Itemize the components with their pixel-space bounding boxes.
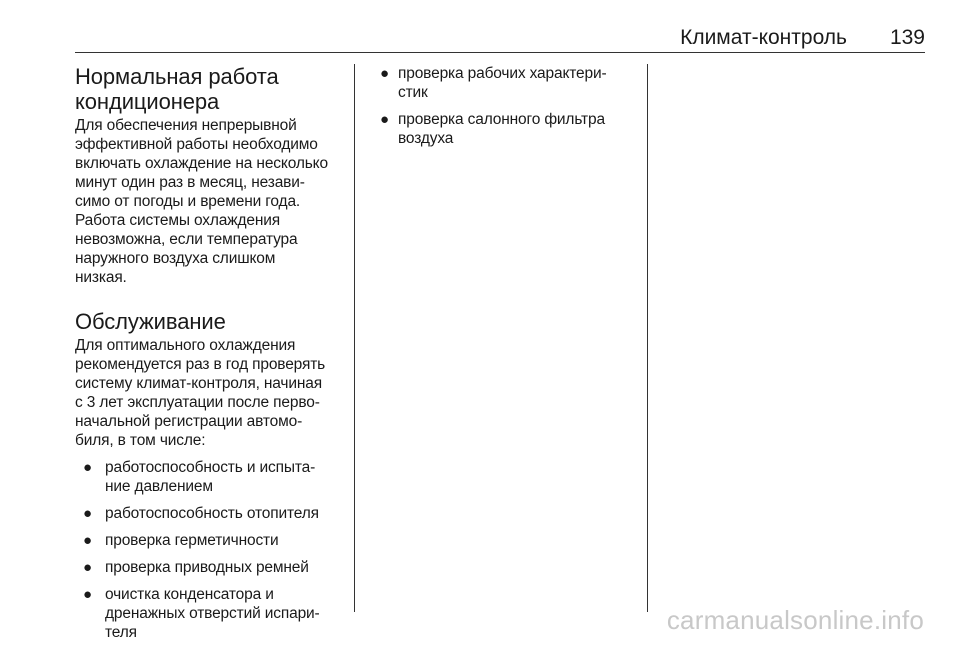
list-item-text: работоспособность отопителя (105, 505, 319, 522)
list-item (380, 110, 642, 148)
list-item-text: проверка приводных ремней (105, 559, 309, 576)
list-item (380, 64, 642, 102)
column-divider-left (354, 64, 355, 612)
list-item-text: проверка рабочих характери- стик (398, 65, 607, 101)
running-title: Климат-контроль (680, 26, 847, 49)
section-paragraph-maintenance: Для оптимального охлаждения рекомендуется раз в год проверять систему климат-контроля, начиная с 3 лет эксплуатации после перво- начальной регистрации автомо- биля, в том числе: (75, 337, 326, 449)
column-divider-right (647, 64, 648, 612)
section-paragraph-normal-operation: Для обеспечения непрерывной эффективной работы необходимо включать охлаждение на несколько минут один раз в месяц, незави- симо от погоды и времени года. Работа системы охлаждения невозможна, если температура наружного воздуха слишком низкая. (75, 117, 328, 286)
bullet-icon: ● (83, 532, 92, 549)
bullet-icon: ● (83, 459, 92, 476)
column-middle (380, 64, 642, 156)
list-item (75, 558, 345, 577)
section-heading-normal-operation: Нормальная работа кондиционера (75, 64, 279, 114)
bullet-icon: ● (380, 65, 389, 82)
bullet-icon: ● (83, 559, 92, 576)
maintenance-checklist-continued (380, 64, 642, 148)
page-number: 139 (889, 26, 925, 49)
list-item-text: работоспособность и испыта- ние давлением (105, 459, 316, 495)
watermark-text: carmanualsonline.info (666, 605, 924, 635)
list-item-text: проверка герметичности (105, 532, 279, 549)
list-item (75, 531, 345, 550)
header-rule (75, 52, 925, 53)
list-item-text: проверка салонного фильтра воздуха (398, 111, 605, 147)
list-item-text: очистка конденсатора и дренажных отверстий испари- теля (105, 586, 320, 641)
list-item (75, 504, 345, 523)
page-header (75, 26, 925, 50)
column-left (75, 64, 345, 650)
maintenance-checklist (75, 458, 345, 642)
bullet-icon: ● (83, 586, 92, 603)
bullet-icon: ● (380, 111, 389, 128)
bullet-icon: ● (83, 505, 92, 522)
list-item (75, 585, 345, 642)
section-heading-maintenance: Обслуживание (75, 309, 226, 334)
list-item (75, 458, 345, 496)
